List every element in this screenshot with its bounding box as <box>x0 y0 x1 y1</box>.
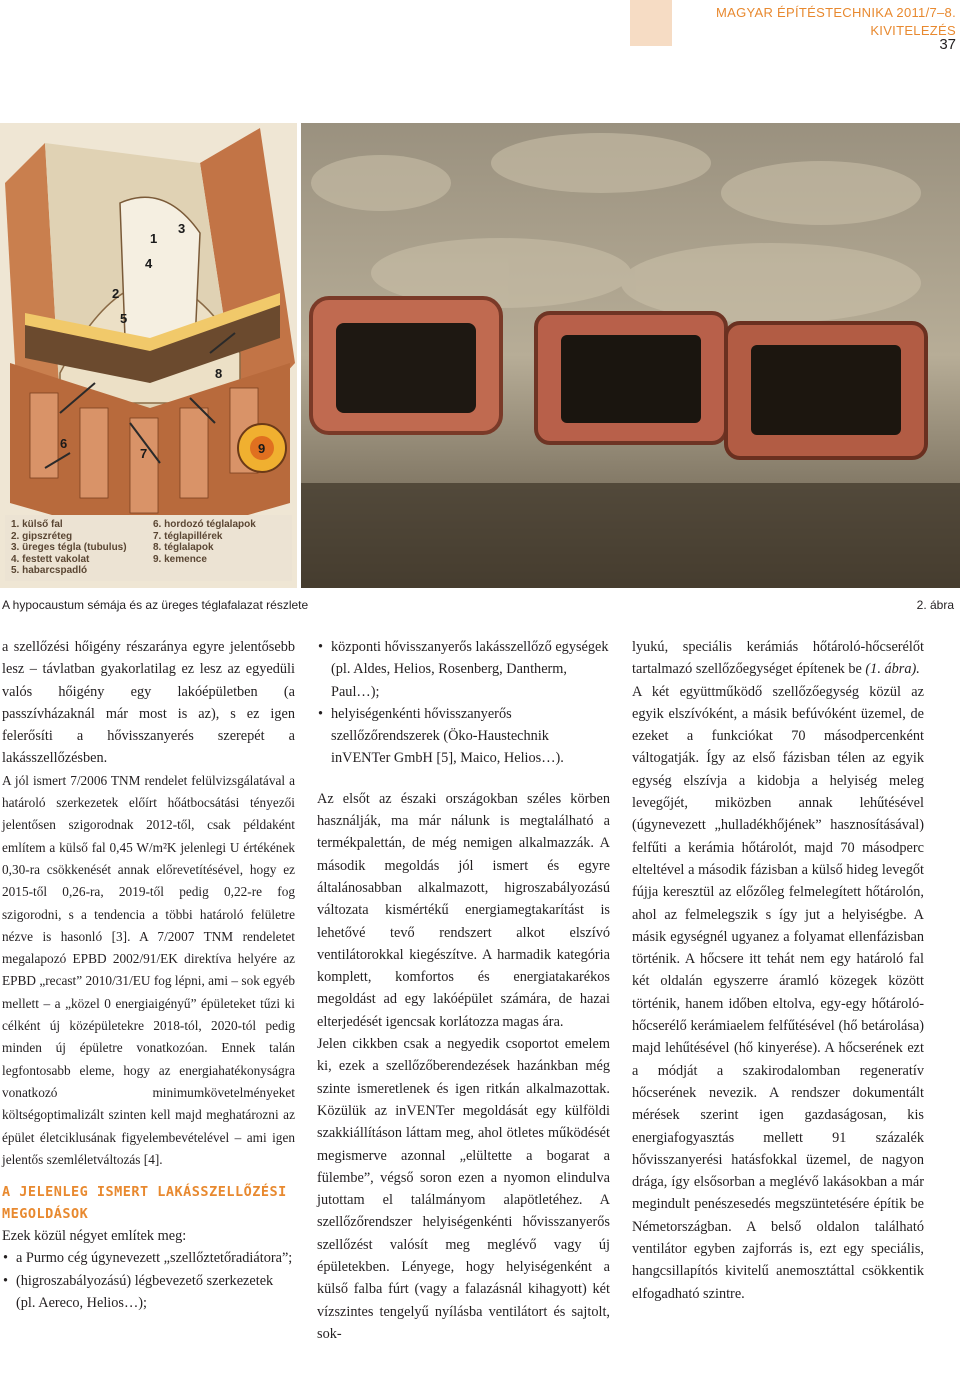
paragraph: Jelen cikkben csak a negyedik csoportot emelem ki, ezek a szellőzőberendezések hazánkban még szinte ismeretlenek és igen ritkán alkalmazottak. Közülük az inVENTer megoldását egy külföldi szakkiállításon láttam meg, ahol ötletes működését megismerve azonnal „elültette a bogarat a fülembe”, végső soron ezen a nyomon elindulva jutottam el találmányom alapötletéhez. A szellőzőrendszer helyiségenkénti hővisszanyerős szellőzést valósít meg meglévő vagy új épületekben. Lényege, hogy helyiségenként a külső falba fúrt (vagy a falazásnál kihagyott) két vízszintes tengelyű nyílásba ventilátort és sajtolt, sok- <box>317 1036 610 1342</box>
figure-number-label: 6 <box>60 436 68 451</box>
list-item: • központi hővisszanyerős lakásszellőző egységek (pl. Aldes, Helios, Rosenberg, Dantherm, Paul…); <box>317 636 610 703</box>
legend-item: 7. téglapillérek <box>153 530 223 542</box>
figure-number-label: 4 <box>145 256 153 271</box>
paragraph-text: lyukú, speciális kerámiás hőtároló-hőcserélőt tartalmazó szellőzőegységet építenek be <box>632 639 924 678</box>
legend-item: 3. üreges tégla (tubulus) <box>11 542 127 553</box>
paragraph <box>632 636 924 681</box>
figure-caption-left: A hypocaustum sémája és az üreges téglafalazat részlete <box>2 598 309 612</box>
text-column-3 <box>632 636 924 1305</box>
figure-captions <box>0 598 960 616</box>
figure-legend <box>5 515 292 581</box>
figure-number-label: 7 <box>140 446 148 461</box>
legend-item: 9. kemence <box>153 553 207 565</box>
brick-wall-photo <box>301 123 960 588</box>
figure-number-label: 2 <box>112 286 120 301</box>
list-item: • a Purmo cég úgynevezett „szellőztetőradiátora”; <box>2 1247 295 1269</box>
legend-item: 1. külső fal <box>11 519 63 530</box>
paragraph: Az elsőt az északi országokban széles körben használják, ma már nálunk is megtalálható a termékpalettán, de még nemigen alkalmazzák. A második megoldás jól ismert és egyre általánosabban alkalmazott, higroszabályozású változata kismértékű energiamegtakarítást is lehetővé tevő rendszert alkot elszívó ventilátorokkal kiegészítve. A harmadik kategória komplett, komfortos és energiatakarékos megoldást ad egy lakóépület számára, de hazai elterjedését igencsak korlátozza magas ára. <box>317 790 610 1030</box>
legend-item: 2. gipszréteg <box>11 530 73 542</box>
bullet-list <box>2 1247 295 1314</box>
list-item: • helyiségenkénti hővisszanyerős szellőzőrendszerek (Öko-Haustechnik inVENTer GmbH [5], Maico, Helios…). <box>317 703 610 770</box>
header-color-block <box>630 0 672 46</box>
figure-number-label: 9 <box>258 441 266 456</box>
spacer <box>317 770 610 788</box>
list-item: • (higroszabályozású) légbevezető szerkezetek (pl. Aereco, Helios…); <box>2 1270 295 1315</box>
figure-number-label: 3 <box>178 221 186 236</box>
section-heading-line: A JELENLEG ISMERT LAKÁSSZELLŐZÉSI <box>2 1184 287 1201</box>
hypocaustum-diagram <box>0 123 297 588</box>
section-heading <box>2 1181 295 1225</box>
legend-item: 4. festett vakolat <box>11 553 90 565</box>
legend-item: 6. hordozó téglalapok <box>153 519 256 530</box>
figure-reference: (1. ábra). <box>865 661 920 678</box>
legend-left-column <box>11 519 127 577</box>
text-column-1 <box>2 636 295 1314</box>
legend-item: 8. téglalapok <box>153 542 214 553</box>
figure-row <box>0 123 960 588</box>
figure-number-label: 1 <box>150 231 158 246</box>
paragraph: A jól ismert 7/2006 TNM rendelet felülvizsgálatával a határoló szerkezetek előírt hőátbocsátási tényezői jelentősen szigorodnak 2012-től, csak példaként említem a külső fal 0,45 W/m²K jelenlegi U értékének 0,30-ra csökkenését annak előrevetítésével, hogy ez 2015-től 0,26-ra, 2019-től pedig 0,22-re fog szigorodni, s a tendencia a többi határoló felületre nézve is hasonló [3]. A 7/2007 TNM rendeletet megalapozó EPBD 2002/91/EK direktíva helyére az EPBD „recast” 2010/31/EU fog lépni, ami – sok egyéb mellett – a „közel 0 energiaigényű” épületeket tűzi ki célként új középületekre 2018-tól, 2020-tól pedig minden új épületre vonatkozóan. Ennek talán legfontosabb eleme, hogy az energiahatékonyságra vonatkozó minimumkövetelményeket költségoptimalizált szinten kell majd meghatározni az épület életciklusának figyelembevételével – ami igen jelentős szemléletváltozás [4]. <box>2 772 295 1167</box>
legend-item: 5. habarcspadló <box>11 565 88 576</box>
running-header <box>716 4 956 40</box>
section-heading-line: MEGOLDÁSOK <box>2 1206 89 1223</box>
paragraph: Ezek közül négyet említek meg: <box>2 1228 187 1245</box>
figure-number-label: 8 <box>215 366 223 381</box>
figure-number-label: 5 <box>120 311 128 326</box>
page-number: 37 <box>939 36 956 53</box>
figure-caption-right: 2. ábra <box>916 598 954 612</box>
legend-right-column <box>153 519 256 565</box>
paragraph: A két együttműködő szellőzőegység közül az egyik elszívóként, a másik befúvóként üzemel, de ezeket a funkciókat 70 másodpercenként váltogatják. Így az első fázisban télen az egyik egység elszívja a kidobja a helyiség meleg levegőjét, miközben annak lehűtésével (úgynevezett „hulladékhőjének” hasznosításával) felfűti a kerámia hőtárolót, majd 70 másodperc elteltével a második fázisban a külső hideg levegőt fújja keresztül az előzőleg felmelegített hőtárolón, ahol az felmelegszik s így jut a helyiségbe. A másik egységnél ugyanez a folyamat ellenfázisban történik. A hőcsere itt tehát nem egy határoló fal két oldalán egyszerre áramló közegek között történik, hanem időben eltolva, egy-egy hőtároló-hőcserélő kerámiaelem felfűtésével (hő betárolása) majd lehűtésével (hő kinyerése). A hőcserének ezt a módját a szakirodalomban regeneratív hőcserének nevezik. A rendszer dokumentált mérések szerint igen gazdaságosan, kis energiafogyasztás mellett 91 százalék hővisszanyerési hatásfokkal üzemel, de nagyon drága, így elsősorban a meglévő lakásokban a már megindult penészesedés megszüntetésére építik be Németországban. A belső oldalon található ventilátor egyben zajforrás is, ezt egy speciális, hangcsillapítós kivitelű anemosztáttal csökkentik elfogadható szintre. <box>632 683 924 1302</box>
text-column-2 <box>317 636 610 1345</box>
paragraph: a szellőzési hőigény részaránya egyre jelentősebb lesz – távlatban gyakorlatilag ez lesz az egyedüli valós hőigény egy lakóépületben (a passzívházaknál már most is az), s ez igen felerősíti a hővisszanyerés szerepét a lakásszellőzésben. <box>2 639 295 767</box>
tubulus-photo-illustration <box>301 123 960 588</box>
section-title: KIVITELEZÉS <box>870 23 956 38</box>
journal-title: MAGYAR ÉPÍTÉSTECHNIKA 2011/7–8. <box>715 5 956 20</box>
bullet-list <box>317 636 610 770</box>
